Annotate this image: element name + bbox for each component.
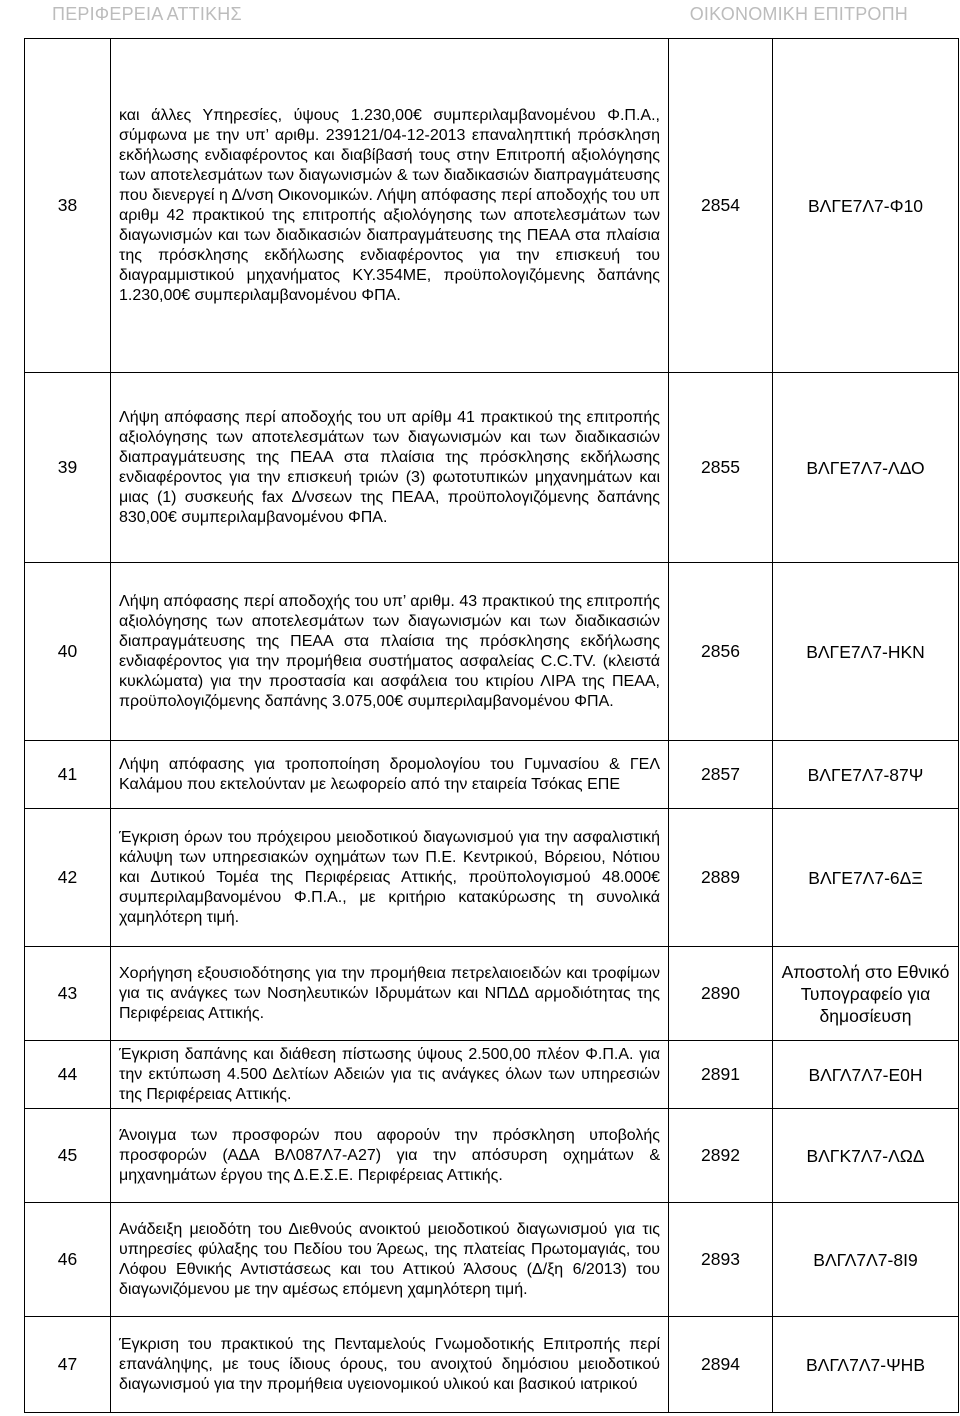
table-row <box>25 1041 959 1109</box>
ada-code: Αποστολή στο Εθνικό Τυπογραφείο για δημοσίευση <box>773 947 959 1041</box>
item-subject <box>111 373 669 563</box>
item-number: 41 <box>25 741 111 809</box>
decision-number: 2855 <box>669 373 773 563</box>
item-number: 47 <box>25 1317 111 1413</box>
decision-number: 2857 <box>669 741 773 809</box>
item-subject <box>111 1109 669 1203</box>
decision-number: 2856 <box>669 563 773 741</box>
item-number: 44 <box>25 1041 111 1109</box>
item-subject-text: Λήψη απόφασης για τροποποίηση δρομολογίου του Γυμνασίου & ΓΕΛ Καλάμου που εκτελούνταν με λεωφορείο από την εταιρεία Τσόκας ΕΠΕ <box>119 755 660 793</box>
decision-number: 2854 <box>669 39 773 373</box>
item-subject-text: Άνοιγμα των προσφορών που αφορούν την πρόσκληση υποβολής προσφορών (ΑΔΑ ΒΛ087Λ7-Α27) για την απόσυρση οχημάτων & μηχανημάτων έργου της Δ.Ε.Σ.Ε. Περιφέρειας Αττικής. <box>119 1126 660 1184</box>
item-number: 43 <box>25 947 111 1041</box>
decision-number: 2894 <box>669 1317 773 1413</box>
item-number: 38 <box>25 39 111 373</box>
item-subject <box>111 809 669 947</box>
table-row <box>25 741 959 809</box>
decision-number: 2892 <box>669 1109 773 1203</box>
item-number: 46 <box>25 1203 111 1317</box>
item-subject-text: Έγκριση δαπάνης και διάθεση πίστωσης ύψους 2.500,00 πλέον Φ.Π.Α. για την εκτύπωση 4.500 Δελτίων Αδειών για τις ανάγκες όλων των υπηρεσιών της Περιφέρειας Αττικής. <box>119 1045 660 1103</box>
item-subject-text: Ανάδειξη μειοδότη του Διεθνούς ανοικτού μειοδοτικού διαγωνισμού για τις υπηρεσίες φύλαξης του Πεδίου του Άρεως, της πλατείας Πρωτομαγιάς, του Λόφου Εθνικής Αντιστάσεως και του Αττικού Άλσους (Δ/ξη 6/2013) του διαγωνιζόμενου με την αμέσως επόμενη χαμηλότερη τιμή. <box>119 1220 660 1298</box>
item-subject <box>111 947 669 1041</box>
item-subject <box>111 1041 669 1109</box>
ada-code: ΒΛΓΚ7Λ7-ΛΩΔ <box>773 1109 959 1203</box>
ada-code: ΒΛΓΛ7Λ7-8Ι9 <box>773 1203 959 1317</box>
item-subject-text: και άλλες Υπηρεσίες, ύψους 1.230,00€ συμπεριλαμβανομένου Φ.Π.Α., σύμφωνα με την υπ’ αριθμ. 239121/04-12-2013 επαναληπτική πρόσκληση εκδήλωσης ενδιαφέροντος και διαβίβασή τους στην Επιτροπή αξιολόγησης των αποτελεσμάτων των διαγωνισμών & των διαδικασιών διαπραγμάτευσης που διενεργεί η Δ/νση Οικονομικών. Λήψη απόφασης περί αποδοχής του υπ αριθμ 42 πρακτικού της επιτροπής αξιολόγησης των αποτελεσμάτων των διαγωνισμών και των διαδικασιών διαπραγμάτευσης της ΠΕΑΑ στα πλαίσια της πρόσκλησης εκδήλωσης ενδιαφέροντος για την επισκευή του διαγραμμιστικού μηχανήματος ΚΥ.354ΜΕ, προϋπολογιζόμενης δαπάνης 1.230,00€ συμπεριλαμβανομένου ΦΠΑ. <box>119 106 660 304</box>
table-row <box>25 39 959 373</box>
table-row <box>25 563 959 741</box>
ada-code: ΒΛΓΛ7Λ7-Ε0Η <box>773 1041 959 1109</box>
header-committee-title: ΟΙΚΟΝΟΜΙΚΗ ΕΠΙΤΡΟΠΗ <box>689 3 908 24</box>
ada-code: ΒΛΓΛ7Λ7-ΨΗΒ <box>773 1317 959 1413</box>
minutes-table <box>24 38 959 1413</box>
decision-number: 2891 <box>669 1041 773 1109</box>
item-subject <box>111 741 669 809</box>
table-row <box>25 1317 959 1413</box>
ada-code: ΒΛΓΕ7Λ7-ΛΔΟ <box>773 373 959 563</box>
item-subject <box>111 1203 669 1317</box>
item-subject-text: Λήψη απόφασης περί αποδοχής του υπ’ αριθμ. 43 πρακτικού της επιτροπής αξιολόγησης των αποτελεσμάτων των διαγωνισμών και των διαδικασιών διαπραγμάτευσης της ΠΕΑΑ στα πλαίσια της πρόσκλησης εκδήλωσης ενδιαφέροντος για την προμήθεια συστήματος ασφαλείας C.C.TV. (κλειστά κυκλώματα) για την προστασία και ασφάλεια του κτιρίου ΛΙΡΑ της ΠΕΑΑ, προϋπολογιζόμενης δαπάνης 3.075,00€ συμπεριλαμβανομένου ΦΠΑ. <box>119 592 660 710</box>
decision-number: 2893 <box>669 1203 773 1317</box>
table-row <box>25 947 959 1041</box>
ada-code: ΒΛΓΕ7Λ7-87Ψ <box>773 741 959 809</box>
table-row <box>25 1109 959 1203</box>
ada-code: ΒΛΓΕ7Λ7-6ΔΞ <box>773 809 959 947</box>
item-number: 42 <box>25 809 111 947</box>
item-subject <box>111 563 669 741</box>
item-subject <box>111 1317 669 1413</box>
decision-number: 2889 <box>669 809 773 947</box>
item-subject-text: Λήψη απόφασης περί αποδοχής του υπ αρίθμ 41 πρακτικού της επιτροπής αξιολόγησης των αποτελεσμάτων των διαγωνισμών και των διαδικασιών διαπραγμάτευσης της ΠΕΑΑ στα πλαίσια της πρόσκλησης εκδήλωσης ενδιαφέροντος για την επισκευή τριών (3) φωτοτυπικών μηχανημάτων και μιας (1) συσκευής fax Δ/νσεων της ΠΕΑΑ, προϋπολογιζόμενης δαπάνης 830,00€ συμπεριλαμβανομένου ΦΠΑ. <box>119 408 660 526</box>
header-region-title: ΠΕΡΙΦΕΡΕΙΑ ΑΤΤΙΚΗΣ <box>52 3 242 24</box>
table-row <box>25 373 959 563</box>
item-number: 40 <box>25 563 111 741</box>
table-row <box>25 1203 959 1317</box>
ada-code: ΒΛΓΕ7Λ7-Φ10 <box>773 39 959 373</box>
item-subject <box>111 39 669 373</box>
item-number: 45 <box>25 1109 111 1203</box>
table-row <box>25 809 959 947</box>
ada-code: ΒΛΓΕ7Λ7-ΗΚΝ <box>773 563 959 741</box>
decision-number: 2890 <box>669 947 773 1041</box>
item-subject-text: Χορήγηση εξουσιοδότησης για την προμήθεια πετρελαιοειδών και τροφίμων για τις ανάγκες των Νοσηλευτικών Ιδρυμάτων και ΝΠΔΔ αρμοδιότητας της Περιφέρειας Αττικής. <box>119 964 660 1022</box>
item-subject-text: Έγκριση του πρακτικού της Πενταμελούς Γνωμοδοτικής Επιτροπής περί επανάληψης, με τους ίδιους όρους, του ανοιχτού δημόσιου μειοδοτικού διαγωνισμού για την προμήθεια υγειονομικού υλικού και βασικού ιατρικού <box>119 1335 660 1393</box>
item-subject-text: Έγκριση όρων του πρόχειρου μειοδοτικού διαγωνισμού για την ασφαλιστική κάλυψη των υπηρεσιακών οχημάτων των Π.Ε. Κεντρικού, Βόρειου, Νότιου και Δυτικού Τομέα της Περιφέρειας Αττικής, προϋπολογισμού 48.000€ συμπεριλαμβανομένου Φ.Π.Α., με κριτήριο κατακύρωσης τη συνολικά χαμηλότερη τιμή. <box>119 828 660 926</box>
page-header <box>0 0 960 28</box>
item-number: 39 <box>25 373 111 563</box>
